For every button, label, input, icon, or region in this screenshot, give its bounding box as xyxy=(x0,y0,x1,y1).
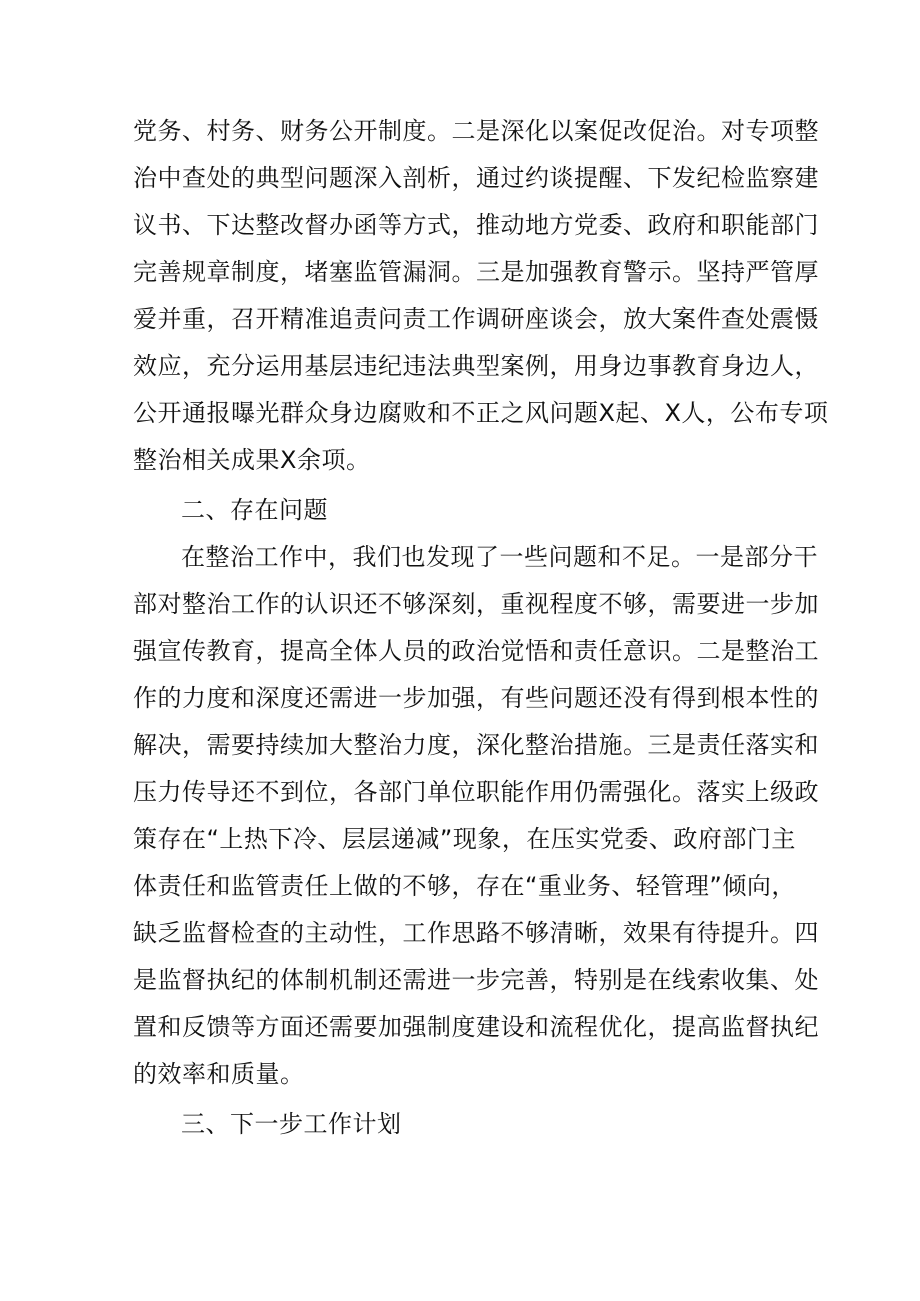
section-heading-problems: 二、存在问题 xyxy=(181,496,328,524)
text-line: 公开通报曝光群众身边腐败和不正之风问题X起、X人，公布专项 xyxy=(133,399,829,427)
text-line: 压力传导还不到位，各部门单位职能作用仍需强化。落实上级政 xyxy=(133,778,819,806)
text-line: 爱并重，召开精准追责问责工作调研座谈会，放大案件查处震慑 xyxy=(133,305,819,333)
text-line: 策存在“上热下冷、层层递减”现象，在压实党委、政府部门主 xyxy=(133,825,796,853)
text-line: 置和反馈等方面还需要加强制度建设和流程优化，提高监督执纪 xyxy=(133,1013,819,1041)
text-line: 解决，需要持续加大整治力度，深化整治措施。三是责任落实和 xyxy=(133,731,819,759)
text-line: 部对整治工作的认识还不够深刻，重视程度不够，需要进一步加 xyxy=(133,590,819,618)
text-line: 议书、下达整改督办函等方式，推动地方党委、政府和职能部门 xyxy=(133,211,819,239)
text-line: 效应，充分运用基层违纪违法典型案例，用身边事教育身边人， xyxy=(133,352,819,380)
text-line: 完善规章制度，堵塞监管漏洞。三是加强教育警示。坚持严管厚 xyxy=(133,258,819,286)
text-line: 作的力度和深度还需进一步加强，有些问题还没有得到根本性的 xyxy=(133,684,819,712)
section-heading-next-steps: 三、下一步工作计划 xyxy=(181,1110,402,1138)
paragraph-1 xyxy=(133,108,829,484)
text-line: 缺乏监督检查的主动性，工作思路不够清晰，效果有待提升。四 xyxy=(133,919,819,947)
text-line: 强宣传教育，提高全体人员的政治觉悟和责任意识。二是整治工 xyxy=(133,637,819,665)
text-line: 党务、村务、财务公开制度。二是深化以案促改促治。对专项整 xyxy=(133,117,819,145)
text-line: 是监督执纪的体制机制还需进一步完善，特别是在线索收集、处 xyxy=(133,966,819,994)
text-line: 的效率和质量。 xyxy=(133,1060,305,1088)
text-line: 在整治工作中，我们也发现了一些问题和不足。一是部分干 xyxy=(181,543,818,571)
text-line: 整治相关成果X余项。 xyxy=(133,446,371,474)
paragraph-2 xyxy=(133,534,819,1098)
text-line: 治中查处的典型问题深入剖析，通过约谈提醒、下发纪检监察建 xyxy=(133,164,819,192)
document-body xyxy=(133,108,829,1148)
text-line: 体责任和监管责任上做的不够，存在“重业务、轻管理”倾向， xyxy=(133,872,796,900)
